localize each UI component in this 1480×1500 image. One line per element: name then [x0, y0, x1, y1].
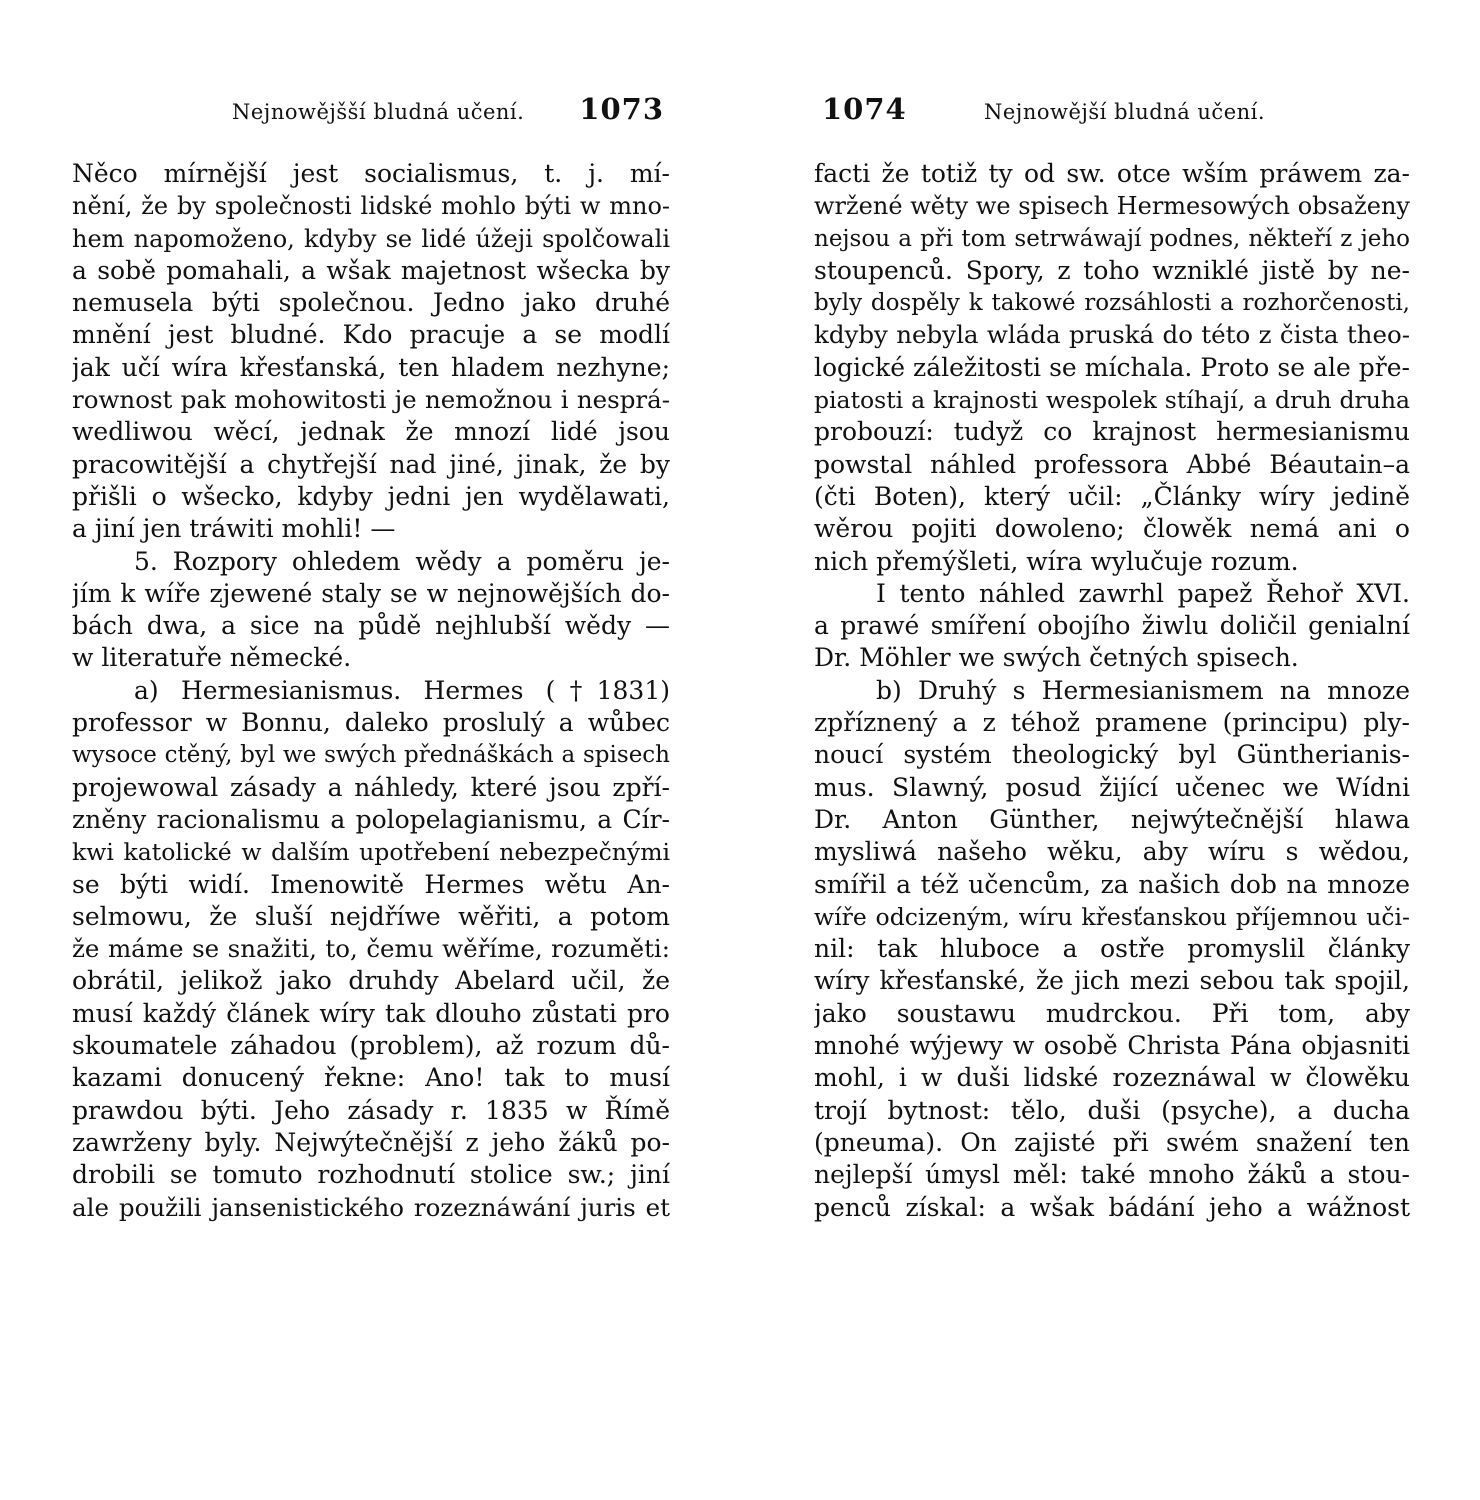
text-line: musí každý článek wíry tak dlouho zůstati pro — [72, 998, 670, 1028]
text-line: a sobě pomahali, a wšak majetnost wšecka by — [72, 255, 670, 285]
text-line: nil: tak hluboce a ostře promyslil články — [814, 934, 1410, 964]
text-line: a) Hermesianismus. Hermes (†1831) — [134, 675, 670, 705]
text-line: zpříznený a z téhož pramene (principu) ply- — [814, 708, 1410, 738]
text-line: selmowu, že sluší nejdříwe wěřiti, a potom — [72, 901, 670, 931]
text-line: se býti widí. Imenowitě Hermes wětu An- — [72, 869, 670, 899]
text-line: wržené wěty we spisech Hermesowých obsaženy — [814, 192, 1410, 221]
text-line: a jiní jen tráwiti mohli! — — [72, 514, 396, 544]
text-line: zněny racionalismu a polopelagianismu, a Cír- — [72, 804, 670, 834]
text-line: mnohé wýjewy w osobě Christa Pána objasniti — [814, 1031, 1410, 1061]
text-line: skoumatele záhadou (problem), až rozum dů- — [72, 1031, 670, 1061]
text-line: facti že totiž ty od sw. otce wším práwem za- — [814, 159, 1410, 188]
left-page-text — [72, 158, 670, 1224]
text-line: powstal náhled professora Abbé Béautain–a — [814, 449, 1410, 479]
text-line: a prawé smíření obojího žiwlu doličil genialní — [814, 611, 1410, 641]
text-line: penců získal: a wšak bádání jeho a wážnost — [814, 1192, 1410, 1222]
text-line: rownost pak mohowitosti je nemožnou i nesprá- — [72, 385, 670, 415]
text-line: pracowitější a chytřejší nad jiné, jinak, že by — [72, 449, 670, 479]
text-line: kwi katolické w dalším upotřebení nebezpečnými — [72, 838, 670, 867]
text-line: kazami donucený řekne: Ano! tak to musí — [72, 1063, 670, 1093]
text-line: nění, že by společnosti lidské mohlo býti w mno- — [72, 192, 670, 221]
text-line: byly dospěly k takowé rozsáhlosti a rozhorčenosti, — [814, 290, 1410, 317]
text-line: jako soustawu mudrckou. Při tom, aby — [814, 998, 1410, 1028]
text-line: probouzí: tudyž co krajnost hermesianismu — [814, 417, 1410, 447]
left-page-number: 1073 — [579, 92, 664, 126]
text-line: stoupenců. Spory, z toho wzniklé jistě by ne- — [814, 255, 1410, 285]
text-line: 5. Rozpory ohledem wědy a poměru je- — [134, 546, 670, 576]
text-line: zawrženy byly. Nejwýtečnější z jeho žáků po- — [72, 1127, 670, 1157]
right-running-head — [814, 92, 1410, 136]
text-line: mnění jest bludné. Kdo pracuje a se modlí — [72, 320, 670, 350]
left-running-head — [72, 92, 670, 136]
text-line: kdyby nebyla wláda pruská do této z čista theo- — [814, 320, 1410, 350]
text-line: hem napomoženo, kdyby se lidé úžeji spolčowali — [72, 224, 670, 253]
text-line: že máme se snažiti, to, čemu wěříme, rozuměti: — [72, 934, 670, 964]
text-line: jak učí wíra křesťanská, ten hladem nezhyne; — [72, 352, 670, 382]
text-line: nemusela býti společnou. Jedno jako druhé — [72, 288, 670, 318]
text-line: mohl, i w duši lidské rozeznáwal w člowěku — [814, 1063, 1410, 1093]
text-line: w literatuře německé. — [72, 643, 352, 673]
text-line: nich přemýšleti, wíra wylučuje rozum. — [814, 546, 1299, 576]
text-line: Dr. Anton Günther, nejwýtečnější hlawa — [814, 804, 1410, 834]
text-line: trojí bytnost: tělo, duši (psyche), a ducha — [814, 1095, 1410, 1125]
text-line: drobili se tomuto rozhodnutí stolice sw.; jiní — [72, 1160, 670, 1190]
text-line: ale použili jansenistického rozeznáwání juris et — [72, 1192, 670, 1222]
text-line: prawdou býti. Jeho zásady r. 1835 w Římě — [72, 1095, 670, 1125]
right-running-title: Nejnowější bludná učení. — [984, 100, 1266, 124]
text-line: professor w Bonnu, daleko proslulý a wůbec — [72, 708, 670, 738]
text-line: mus. Slawný, posud žijící učenec we Wídni — [814, 772, 1410, 802]
text-line: wedliwou wěcí, jednak že mnozí lidé jsou — [72, 417, 670, 447]
text-line: bách dwa, a sice na půdě nejhlubší wědy — — [72, 611, 670, 641]
text-line: I tento náhled zawrhl papež Řehoř XVI. — [876, 578, 1410, 608]
text-line: (pneuma). On zajisté při swém snažení ten — [814, 1127, 1410, 1157]
text-line: piatosti a krajnosti wespolek stíhají, a druh druha — [814, 386, 1410, 415]
text-line: wysoce ctěný, byl we swých přednáškách a spisech — [72, 742, 670, 769]
text-line: obrátil, jelikož jako druhdy Abelard učil, že — [72, 966, 670, 996]
text-line: přišli o wšecko, kdyby jedni jen wydělawati, — [72, 481, 670, 511]
text-line: nejsou a při tom setrwáwají podnes, někteří z jeho — [814, 225, 1410, 252]
text-line: projewowal zásady a náhledy, které jsou zpří- — [72, 772, 670, 802]
text-line: logické záležitosti se míchala. Proto se ale pře- — [814, 352, 1410, 382]
text-line: nejlepší úmysl měl: také mnoho žáků a stou- — [814, 1160, 1410, 1190]
text-line: mysliwá našeho wěku, aby wíru s wědou, — [814, 837, 1410, 867]
right-page-text — [814, 158, 1410, 1224]
text-line: jím k wíře zjewené staly se w nejnowějších do- — [72, 578, 670, 608]
left-running-title: Nejnowějšší bludná učení. — [232, 100, 525, 124]
text-line: b) Druhý s Hermesianismem na mnoze — [876, 675, 1410, 705]
text-line: Dr. Möhler we swých četných spisech. — [814, 643, 1299, 673]
text-line: wíře odcizeným, wíru křesťanskou příjemnou uči- — [814, 902, 1410, 931]
text-line: wíry křesťanské, že jich mezi sebou tak spojil, — [814, 966, 1410, 996]
right-page-number: 1074 — [822, 92, 907, 126]
text-line: noucí systém theologický byl Güntherianis- — [814, 740, 1410, 770]
text-line: (čti Boten), který učil: „Články wíry jedině — [814, 481, 1410, 511]
text-line: Něco mírnější jest socialismus, t. j. mí- — [72, 159, 670, 188]
text-line: smířil a též učencům, za našich dob na mnoze — [814, 869, 1410, 899]
text-line: wěrou pojiti dowoleno; člowěk nemá ani o — [814, 514, 1410, 544]
